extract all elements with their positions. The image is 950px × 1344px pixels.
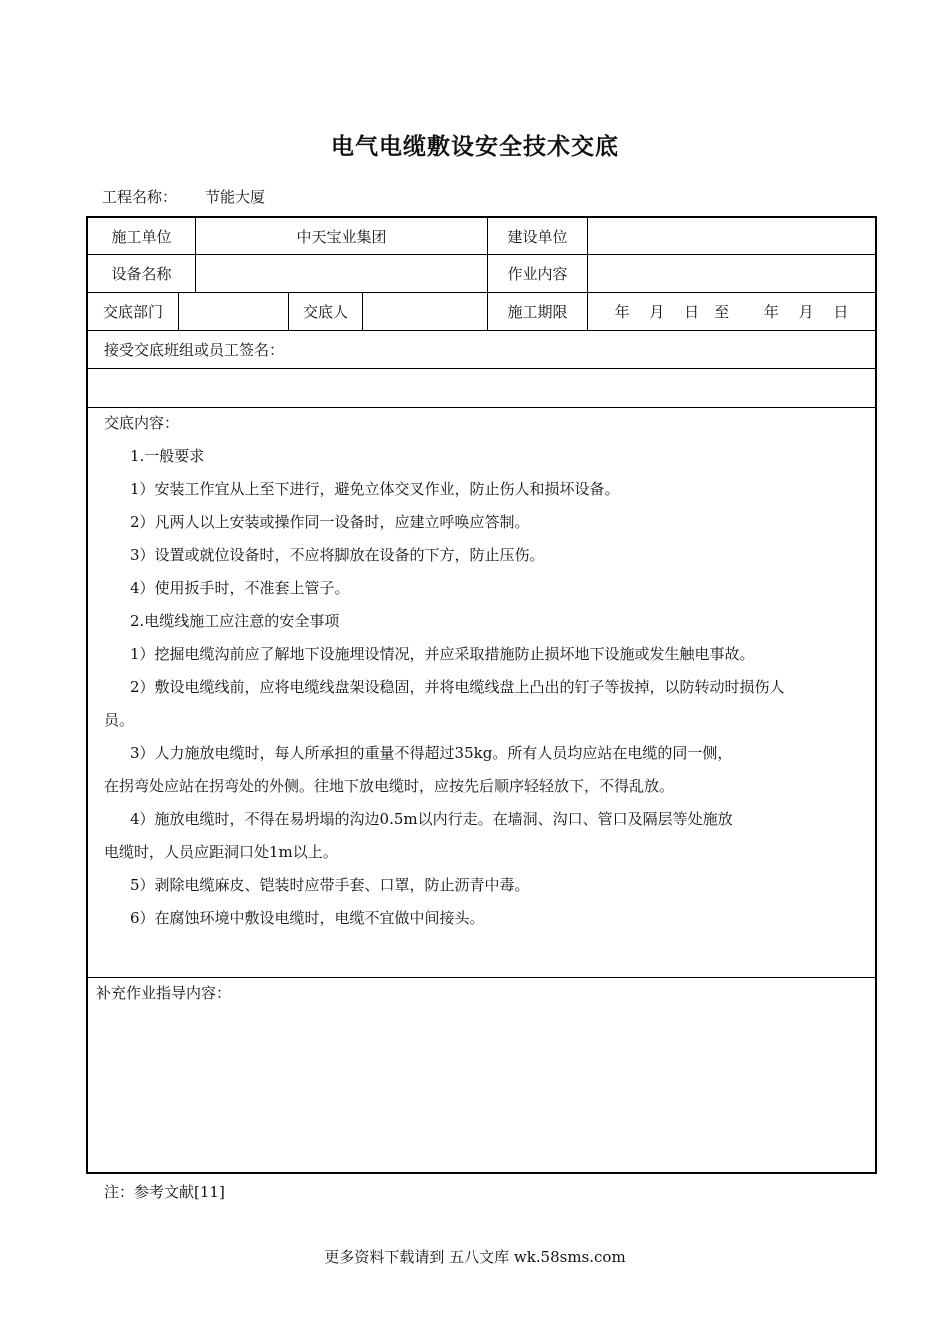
content-line: 6）在腐蚀环境中敷设电缆时，电缆不宜做中间接头。 bbox=[130, 909, 485, 927]
briefing-dept-value bbox=[179, 293, 288, 330]
content-line: 电缆时，人员应距洞口处1m以上。 bbox=[104, 843, 338, 861]
reference-note: 注：参考文献[11] bbox=[104, 1183, 225, 1201]
content-line: 4）使用扳手时，不准套上管子。 bbox=[130, 579, 350, 597]
content-line: 5）剥除电缆麻皮、铠装时应带手套、口罩，防止沥青中毒。 bbox=[130, 876, 530, 894]
content-line: 3）设置或就位设备时，不应将脚放在设备的下方，防止压伤。 bbox=[130, 546, 545, 564]
content-line: 2）凡两人以上安装或操作同一设备时，应建立呼唤应答制。 bbox=[130, 513, 530, 531]
table-rule bbox=[86, 407, 877, 408]
content-heading: 交底内容： bbox=[104, 414, 180, 432]
document-title: 电气电缆敷设安全技术交底 bbox=[331, 134, 619, 160]
equipment-name-label: 设备名称 bbox=[111, 265, 172, 283]
content-line: 1）挖掘电缆沟前应了解地下设施埋设情况，并应采取措施防止损坏地下设施或发生触电事故。 bbox=[130, 645, 755, 663]
signature-area bbox=[104, 369, 864, 407]
briefer-label: 交底人 bbox=[302, 303, 348, 321]
table-rule bbox=[86, 977, 877, 978]
work-content-value bbox=[588, 255, 875, 292]
construction-period-label: 施工期限 bbox=[507, 303, 568, 321]
content-line: 4）施放电缆时，不得在易坍塌的沟边0.5m以内行走。在墙洞、沟口、管口及隔层等处施放 bbox=[130, 810, 733, 828]
work-content-label: 作业内容 bbox=[507, 265, 568, 283]
construction-period-value: 年 月 日 至 年 月 日 bbox=[614, 303, 849, 321]
footer-text: 更多资料下载请到 五八文库 wk.58sms.com bbox=[324, 1248, 626, 1266]
content-line: 在拐弯处应站在拐弯处的外侧。往地下放电缆时，应按先后顺序轻轻放下，不得乱放。 bbox=[104, 777, 675, 795]
signature-label: 接受交底班组或员工签名： bbox=[104, 341, 285, 359]
construction-unit-value: 中天宝业集团 bbox=[296, 227, 387, 246]
owner-unit-value bbox=[588, 218, 875, 254]
content-line: 1.一般要求 bbox=[130, 447, 205, 465]
construction-unit-label: 施工单位 bbox=[111, 227, 172, 246]
briefing-dept-label: 交底部门 bbox=[102, 303, 163, 321]
owner-unit-label: 建设单位 bbox=[507, 227, 568, 246]
content-line: 1）安装工作宜从上至下进行，避免立体交叉作业，防止伤人和损坏设备。 bbox=[130, 480, 620, 498]
supplement-area bbox=[96, 1006, 866, 1166]
content-line: 3）人力施放电缆时，每人所承担的重量不得超过35kg。所有人员均应站在电缆的同一侧， bbox=[130, 744, 733, 762]
content-line: 2.电缆线施工应注意的安全事项 bbox=[130, 612, 340, 630]
equipment-name-value bbox=[196, 255, 487, 292]
briefer-value bbox=[363, 293, 487, 330]
supplement-label: 补充作业指导内容： bbox=[96, 983, 232, 1002]
content-line: 员。 bbox=[104, 711, 135, 729]
project-name-value: 节能大厦 bbox=[205, 188, 266, 206]
project-name-label: 工程名称： bbox=[102, 188, 178, 206]
content-line: 2）敷设电缆线前，应将电缆线盘架设稳固，并将电缆线盘上凸出的钉子等拔掉，以防转动时损伤人 bbox=[130, 678, 785, 696]
project-name-row bbox=[102, 186, 265, 207]
